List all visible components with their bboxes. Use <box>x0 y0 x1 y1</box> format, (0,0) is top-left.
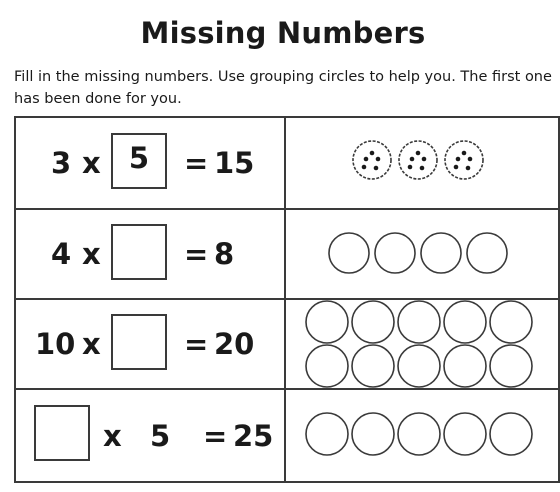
row3-times-sign: x <box>82 327 101 361</box>
row-divider <box>16 298 558 300</box>
row1-times-sign: x <box>82 146 101 180</box>
row4-times-sign: x <box>103 419 122 453</box>
row4-right-number: 5 <box>150 419 171 453</box>
row1-equals-sign: = <box>184 146 209 180</box>
row2-times-sign: x <box>82 237 101 271</box>
row-divider <box>16 208 558 210</box>
row1-answer-box[interactable]: 5 <box>111 133 167 189</box>
row3-result: 20 <box>214 327 255 361</box>
row3-answer-box[interactable] <box>111 314 167 370</box>
row3-left-number: 10 <box>35 327 76 361</box>
row4-equals-sign: = <box>203 419 228 453</box>
row1-left-number: 3 <box>51 146 72 180</box>
worksheet-title: Missing Numbers <box>140 16 426 50</box>
row-divider <box>16 388 558 390</box>
row2-equals-sign: = <box>184 237 209 271</box>
row3-equals-sign: = <box>184 327 209 361</box>
instructions-text: Fill in the missing numbers. Use grouping circles to help you. The first one has been done for you. <box>14 69 552 107</box>
row4-answer-box[interactable] <box>34 405 90 461</box>
row2-left-number: 4 <box>51 237 72 271</box>
row1-result: 15 <box>214 146 255 180</box>
row2-result: 8 <box>214 237 235 271</box>
row2-answer-box[interactable] <box>111 224 167 280</box>
row4-result: 25 <box>233 419 274 453</box>
